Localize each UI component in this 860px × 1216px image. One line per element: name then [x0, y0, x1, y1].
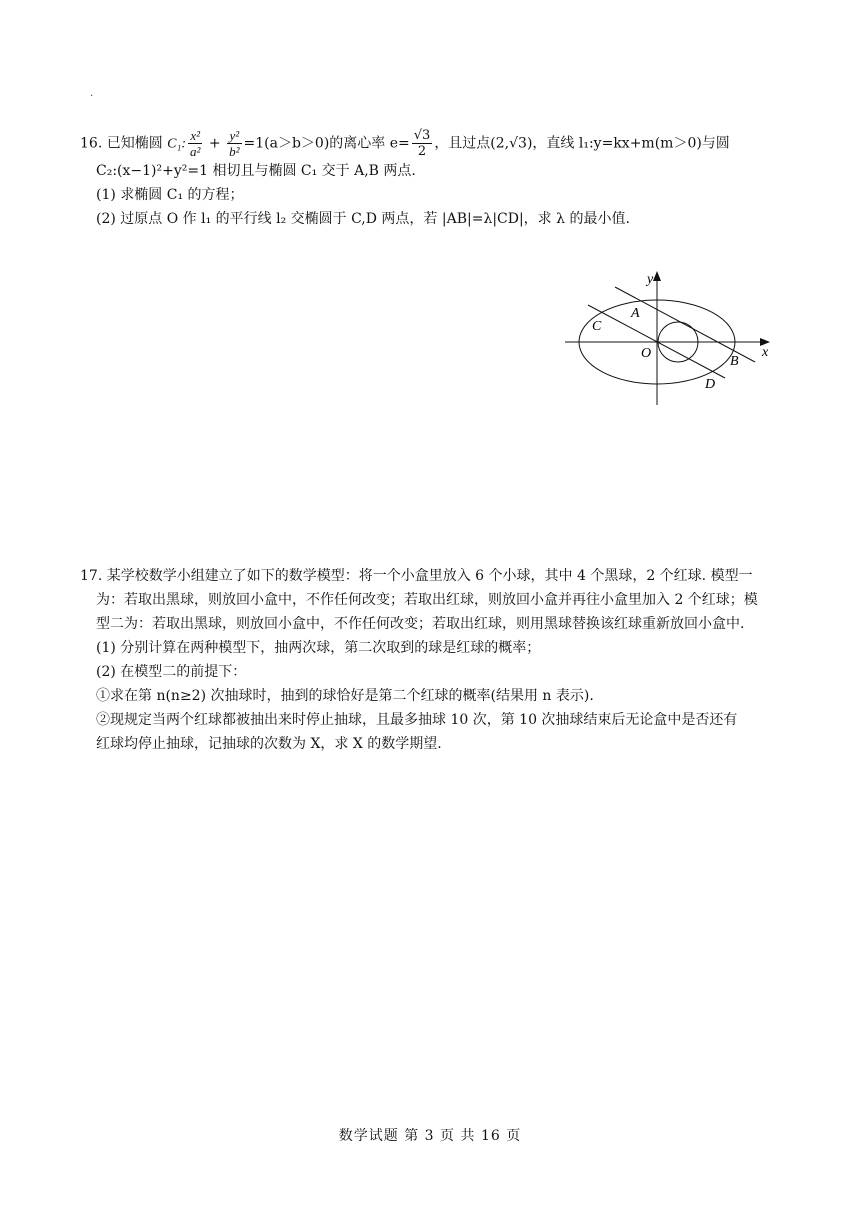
problem-17-question-1: (1) 分别计算在两种模型下，抽两次球，第二次取到的球是红球的概率；	[96, 640, 541, 656]
problem-17-line-3: 型二为：若取出黑球，则放回小盒中，不作任何改变；若取出红球，则用黑球替换该红球重新放回小盒中.	[96, 616, 745, 632]
ellipse-figure	[560, 265, 780, 410]
label-a: A	[631, 306, 640, 321]
problem-17-question-2b-line-1: ②现规定当两个红球都被抽出来时停止抽球，且最多抽球 10 次，第 10 次抽球结束后无论盒中是否还有	[96, 712, 738, 728]
problem-16-line-1: 16. 已知椭圆 C₁: $\frac{\text{x²}}{\text{a²}}$ + $\frac{\text{y²}}{\text{b²}}$ =1(a＞b＞0)的离心率 e= $\frac{√3}{2}$ ，且过点(2,√3)，直线 l₁:y=kx+m(m＞0)与圆	[80, 128, 730, 159]
ellipse-name: C₁:	[167, 136, 187, 152]
fraction-y2-b2: $\frac{\text{y²}}{\text{b²}}$	[229, 128, 240, 159]
problem-17-line-2: 为：若取出黑球，则放回小盒中，不作任何改变；若取出红球，则放回小盒并再往小盒里加入 2 个红球；模	[96, 592, 758, 608]
fraction-x2-a2: $\frac{\text{x²}}{\text{a²}}$	[190, 128, 201, 159]
problem-16-question-1: (1) 求椭圆 C₁ 的方程；	[96, 187, 244, 203]
label-c: C	[592, 319, 602, 334]
label-o: O	[641, 346, 652, 361]
problem-16-condition: ，且过点(2,√3)，直线 l₁:y=kx+m(m＞0)与圆	[434, 135, 730, 152]
problem-16	[80, 128, 780, 231]
problem-16-intro: 16. 已知椭圆	[80, 135, 168, 152]
fraction-sqrt3-2: $\frac{√3}{2}$	[413, 128, 431, 159]
problem-16-line-2: C₂:(x−1)²+y²=1 相切且与椭圆 C₁ 交于 A,B 两点.	[96, 163, 416, 179]
label-d: D	[705, 377, 716, 392]
y-axis-arrow-icon	[653, 271, 661, 281]
eccentricity-text: =1(a＞b＞0)的离心率 e=	[243, 135, 410, 152]
problem-17-question-2: (2) 在模型二的前提下：	[96, 664, 247, 680]
label-b: B	[730, 354, 739, 369]
label-x: x	[762, 345, 769, 360]
line-l1	[615, 287, 755, 362]
page-footer: 数学试题 第 3 页 共 16 页	[338, 1128, 522, 1144]
label-y: y	[647, 272, 654, 287]
problem-17	[80, 564, 780, 756]
stray-dot: .	[90, 88, 94, 99]
problem-17-question-2b-line-2: 红球均停止抽球，记抽球的次数为 X，求 X 的数学期望.	[96, 736, 442, 752]
problem-17-line-1: 17. 某学校数学小组建立了如下的数学模型：将一个小盒里放入 6 个小球，其中 4 个黑球，2 个红球. 模型一	[80, 568, 753, 584]
problem-17-question-2a: ①求在第 n(n≥2) 次抽球时，抽到的球恰好是第二个红球的概率(结果用 n 表示).	[96, 688, 594, 704]
problem-16-question-2: (2) 过原点 O 作 l₁ 的平行线 l₂ 交椭圆于 C,D 两点，若 |AB|=λ|CD|，求 λ 的最小值.	[96, 211, 630, 227]
